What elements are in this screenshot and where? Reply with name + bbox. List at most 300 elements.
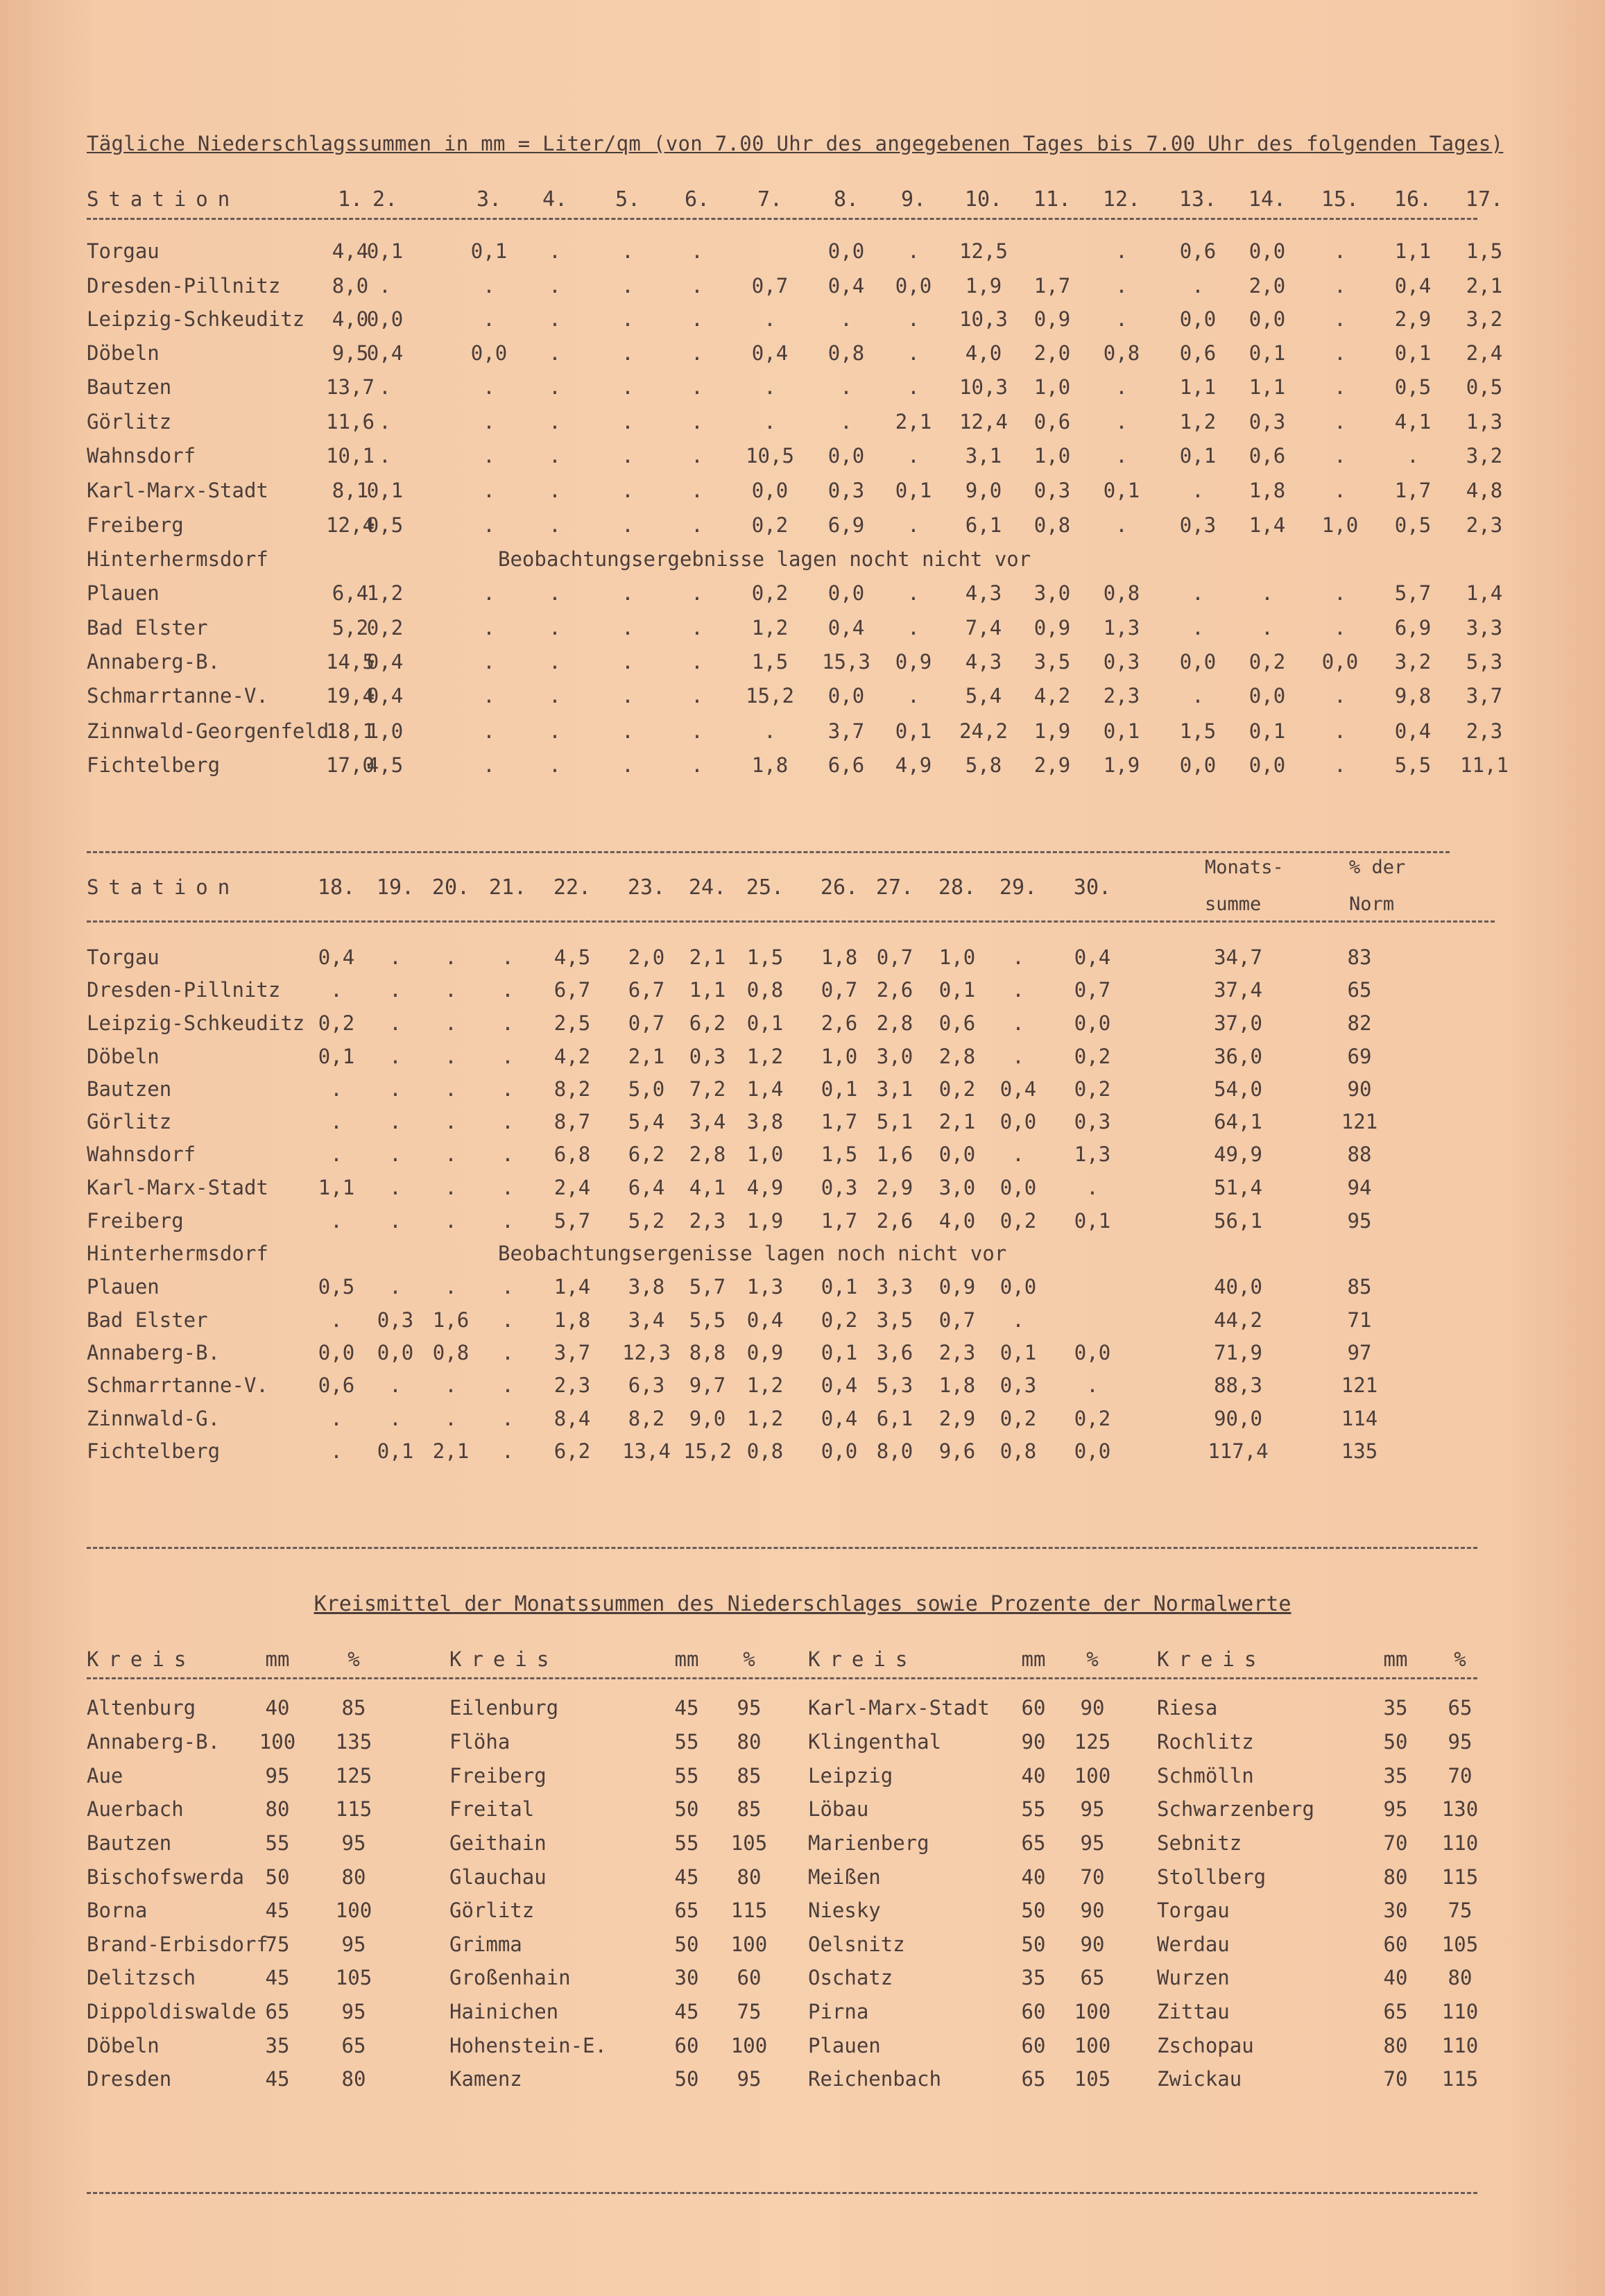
kreis-mm: 80: [1383, 2034, 1408, 2057]
cell-value: 0,1: [821, 1275, 858, 1299]
cell-value: .: [621, 479, 634, 502]
cell-value: 6,1: [876, 1407, 913, 1430]
cell-value: .: [501, 945, 514, 969]
cell-value: .: [621, 616, 634, 640]
cell-value: 0,4: [1074, 945, 1111, 969]
kreis-mm: 100: [259, 1730, 296, 1754]
cell-value: 1,2: [746, 1407, 784, 1430]
cell-value: 0,4: [827, 616, 865, 640]
table1-header-row: [0, 187, 1605, 215]
cell-value: .: [691, 513, 703, 537]
kreis-mm: 65: [674, 1899, 699, 1922]
table-row: [0, 1077, 1605, 1105]
cell-value: 1,2: [366, 581, 404, 605]
cell-value: .: [445, 1407, 457, 1430]
kreis-name: Auerbach: [87, 1797, 184, 1821]
kreis-mm: 50: [1021, 1933, 1046, 1956]
cell-value: 1,5: [821, 1142, 858, 1166]
cell-value: 3,5: [876, 1308, 913, 1332]
kreis-mm: 95: [265, 1764, 290, 1788]
cell-value: 0,1: [366, 479, 404, 502]
cell-value: 5,4: [628, 1110, 665, 1133]
norm-percent: 90: [1347, 1077, 1372, 1101]
cell-value: 1,8: [1248, 479, 1286, 502]
cell-value: 0,8: [999, 1439, 1037, 1463]
kreis-percent: 60: [737, 1966, 762, 1989]
cell-value: .: [389, 945, 402, 969]
cell-value: .: [1192, 684, 1204, 708]
cell-value: 3,2: [1466, 444, 1503, 468]
kreis-name: Aue: [87, 1764, 123, 1788]
cell-value: .: [389, 1077, 402, 1101]
cell-value: 1,8: [938, 1373, 976, 1397]
station-name: Plauen: [87, 581, 160, 605]
kreis-name: Zwickau: [1157, 2067, 1242, 2091]
kreis-name: Klingenthal: [808, 1730, 942, 1754]
cell-value: 0,2: [1074, 1407, 1111, 1430]
norm-percent-header-1: % der: [1349, 857, 1406, 878]
day-header: 30.: [1073, 875, 1112, 900]
monthly-sum: 34,7: [1214, 945, 1262, 969]
cell-value: 8,0: [332, 274, 369, 298]
cell-value: 0,0: [1248, 307, 1286, 331]
cell-value: 6,7: [553, 978, 591, 1002]
kreis-percent: 85: [341, 1696, 366, 1720]
cell-value: .: [764, 375, 776, 399]
station-name: Hinterhermsdorf: [87, 1242, 268, 1265]
table-row: [0, 307, 1605, 335]
cell-value: 0,0: [366, 307, 404, 331]
station-name: Freiberg: [87, 1209, 184, 1233]
table-row: [0, 1308, 1605, 1336]
cell-value: 6,6: [827, 753, 865, 777]
cell-value: 2,3: [689, 1209, 726, 1233]
norm-percent: 121: [1341, 1110, 1378, 1133]
cell-value: 0,0: [1248, 684, 1286, 708]
cell-value: 12,3: [622, 1341, 671, 1364]
cell-value: 0,6: [1179, 341, 1217, 365]
kreis-percent: 80: [737, 1730, 762, 1754]
cell-value: 1,1: [1248, 375, 1286, 399]
norm-percent: 85: [1347, 1275, 1372, 1299]
cell-value: .: [691, 444, 703, 468]
cell-value: 0,1: [1248, 341, 1286, 365]
cell-value: .: [764, 307, 776, 331]
cell-value: 0,2: [1074, 1045, 1111, 1068]
cell-value: 1,4: [746, 1077, 784, 1101]
cell-value: 0,4: [751, 341, 789, 365]
cell-value: 1,0: [821, 1045, 858, 1068]
cell-value: 0,1: [1074, 1209, 1111, 1233]
cell-value: .: [501, 1077, 514, 1101]
kreis-percent: 115: [1441, 1865, 1479, 1889]
day-header: 3.: [476, 187, 502, 212]
cell-value: .: [1012, 1308, 1024, 1332]
cell-value: .: [1261, 581, 1273, 605]
cell-value: .: [501, 1373, 514, 1397]
kreis-mm: 50: [674, 1933, 699, 1956]
cell-value: 0,6: [1179, 239, 1217, 263]
cell-value: .: [621, 239, 634, 263]
cell-value: 2,1: [938, 1110, 976, 1133]
cell-value: .: [330, 1439, 343, 1463]
kreis-percent: 95: [341, 1933, 366, 1956]
cell-value: 4,3: [965, 650, 1002, 674]
cell-value: 2,1: [895, 410, 932, 434]
cell-value: .: [501, 1045, 514, 1068]
cell-value: 1,9: [746, 1209, 784, 1233]
cell-value: .: [1334, 375, 1346, 399]
cell-value: 3,1: [876, 1077, 913, 1101]
cell-value: 1,5: [1466, 239, 1503, 263]
kreis-mm: 50: [674, 1797, 699, 1821]
cell-value: .: [621, 753, 634, 777]
day-header: 27.: [875, 875, 914, 900]
kreis-mm: 70: [1383, 1831, 1408, 1855]
norm-percent: 88: [1347, 1142, 1372, 1166]
norm-percent: 82: [1347, 1011, 1372, 1035]
cell-value: .: [445, 1142, 457, 1166]
kreis-mm: 50: [674, 2067, 699, 2091]
cell-value: 2,3: [1466, 513, 1503, 537]
divider: [87, 2192, 1477, 2194]
station-name: Plauen: [87, 1275, 160, 1299]
cell-value: 3,4: [689, 1110, 726, 1133]
cell-value: 5,5: [1394, 753, 1432, 777]
cell-value: 4,1: [689, 1176, 726, 1199]
cell-value: 5,2: [628, 1209, 665, 1233]
kreis-percent: 70: [1080, 1865, 1105, 1889]
kreis-percent: 100: [730, 1933, 768, 1956]
kreis-name: Leipzig: [808, 1764, 893, 1788]
cell-value: 1,2: [746, 1373, 784, 1397]
cell-value: .: [1012, 945, 1024, 969]
kreis-name: Niesky: [808, 1899, 881, 1922]
kreis-percent: 65: [341, 2034, 366, 2057]
cell-value: .: [621, 375, 634, 399]
cell-value: .: [764, 719, 776, 743]
kreis-name: Plauen: [808, 2034, 881, 2057]
cell-value: 0,0: [318, 1341, 355, 1364]
kreis-percent: 70: [1448, 1764, 1473, 1788]
monthly-sum: 90,0: [1214, 1407, 1262, 1430]
cell-value: .: [1012, 1011, 1024, 1035]
day-header: 7.: [757, 187, 783, 212]
table-row: [0, 1242, 1605, 1269]
cell-value: .: [1115, 307, 1128, 331]
cell-value: 0,4: [318, 945, 355, 969]
cell-value: .: [483, 616, 495, 640]
kreis-mm: 55: [674, 1831, 699, 1855]
cell-value: 4,0: [965, 341, 1002, 365]
cell-value: 11,6: [326, 410, 375, 434]
cell-value: 0,7: [938, 1308, 976, 1332]
cell-value: 0,9: [895, 650, 932, 674]
cell-value: .: [691, 341, 703, 365]
cell-value: .: [621, 307, 634, 331]
cell-value: 6,4: [332, 581, 369, 605]
kreis-name: Zschopau: [1157, 2034, 1254, 2057]
cell-value: 10,1: [326, 444, 375, 468]
note-text: Beobachtungsergebnisse lagen nocht nicht vor: [498, 547, 1031, 571]
note-text: Beobachtungsergenisse lagen noch nicht vor: [498, 1242, 1007, 1265]
cell-value: 3,6: [876, 1341, 913, 1364]
cell-value: 0,7: [628, 1011, 665, 1035]
cell-value: 1,8: [751, 753, 789, 777]
cell-value: .: [379, 274, 391, 298]
cell-value: 2,9: [1033, 753, 1071, 777]
table-row: [0, 513, 1605, 541]
kreis-percent: 95: [341, 2000, 366, 2023]
station-name: Bad Elster: [87, 616, 208, 640]
cell-value: 1,7: [1033, 274, 1071, 298]
cell-value: .: [1261, 616, 1273, 640]
station-name: Görlitz: [87, 1110, 172, 1133]
table-row: [0, 341, 1605, 369]
cell-value: 5,4: [965, 684, 1002, 708]
cell-value: 0,4: [999, 1077, 1037, 1101]
kreis-name: Dippoldiswalde: [87, 2000, 257, 2023]
percent-header: %: [1454, 1647, 1466, 1671]
cell-value: 1,4: [1248, 513, 1286, 537]
kreis-name: Annaberg-B.: [87, 1730, 221, 1754]
cell-value: 1,2: [746, 1045, 784, 1068]
kreis-name: Freital: [449, 1797, 535, 1821]
table-row: [0, 616, 1605, 644]
kreis-name: Riesa: [1157, 1696, 1218, 1720]
day-header: 1.: [337, 187, 363, 212]
cell-value: 1,0: [1321, 513, 1359, 537]
cell-value: 3,7: [827, 719, 865, 743]
cell-value: .: [483, 650, 495, 674]
cell-value: 4,4: [332, 239, 369, 263]
station-name: Hinterhermsdorf: [87, 547, 268, 571]
cell-value: 0,0: [827, 684, 865, 708]
kreis-name: Altenburg: [87, 1696, 196, 1720]
cell-value: .: [501, 1209, 514, 1233]
cell-value: .: [621, 650, 634, 674]
cell-value: .: [1334, 307, 1346, 331]
cell-value: .: [1334, 341, 1346, 365]
cell-value: 0,2: [366, 616, 404, 640]
cell-value: 0,3: [1179, 513, 1217, 537]
cell-value: 0,4: [827, 274, 865, 298]
cell-value: .: [483, 375, 495, 399]
cell-value: 0,1: [1103, 479, 1140, 502]
cell-value: 1,3: [746, 1275, 784, 1299]
cell-value: 0,4: [1394, 274, 1432, 298]
kreis-name: Karl-Marx-Stadt: [808, 1696, 990, 1720]
cell-value: 7,2: [689, 1077, 726, 1101]
monthly-sum: 44,2: [1214, 1308, 1262, 1332]
cell-value: 0,3: [377, 1308, 414, 1332]
cell-value: .: [1192, 274, 1204, 298]
cell-value: 2,8: [876, 1011, 913, 1035]
table-row: [0, 1373, 1605, 1401]
kreis-mm: 55: [1021, 1797, 1046, 1821]
cell-value: 1,8: [553, 1308, 591, 1332]
cell-value: .: [389, 978, 402, 1002]
cell-value: .: [1115, 444, 1128, 468]
cell-value: 0,6: [318, 1373, 355, 1397]
cell-value: 0,0: [1248, 753, 1286, 777]
table-row: [0, 444, 1605, 472]
cell-value: 2,3: [553, 1373, 591, 1397]
cell-value: 0,0: [1179, 307, 1217, 331]
cell-value: 5,2: [332, 616, 369, 640]
cell-value: 0,6: [1248, 444, 1286, 468]
cell-value: 0,8: [746, 1439, 784, 1463]
monthly-sum: 64,1: [1214, 1110, 1262, 1133]
cell-value: .: [907, 444, 920, 468]
cell-value: .: [389, 1275, 402, 1299]
cell-value: 3,3: [1466, 616, 1503, 640]
cell-value: 0,3: [821, 1176, 858, 1199]
cell-value: .: [691, 239, 703, 263]
cell-value: 6,9: [827, 513, 865, 537]
cell-value: 4,9: [746, 1176, 784, 1199]
table-row: [0, 1439, 1605, 1467]
cell-value: 8,2: [553, 1077, 591, 1101]
table-row: [0, 753, 1605, 781]
table-row: [0, 274, 1605, 302]
cell-value: 1,9: [965, 274, 1002, 298]
cell-value: 0,8: [1103, 581, 1140, 605]
cell-value: .: [483, 274, 495, 298]
cell-value: 0,1: [821, 1077, 858, 1101]
cell-value: .: [907, 513, 920, 537]
cell-value: 10,3: [959, 375, 1008, 399]
cell-value: 4,2: [553, 1045, 591, 1068]
cell-value: 0,1: [1179, 444, 1217, 468]
cell-value: 6,2: [689, 1011, 726, 1035]
cell-value: 5,0: [628, 1077, 665, 1101]
cell-value: 0,4: [821, 1407, 858, 1430]
station-name: Görlitz: [87, 410, 172, 434]
cell-value: 1,4: [1466, 581, 1503, 605]
monthly-sum: 71,9: [1214, 1341, 1262, 1364]
cell-value: .: [501, 1308, 514, 1332]
kreis-mm: 70: [1383, 2067, 1408, 2091]
kreis-mm: 45: [265, 1899, 290, 1922]
cell-value: 0,3: [1248, 410, 1286, 434]
kreis-percent: 80: [341, 1865, 366, 1889]
percent-header: %: [1086, 1647, 1099, 1671]
kreis-mm: 45: [674, 2000, 699, 2023]
cell-value: 6,1: [965, 513, 1002, 537]
cell-value: .: [1012, 1045, 1024, 1068]
cell-value: .: [549, 513, 561, 537]
kreis-name: Görlitz: [449, 1899, 535, 1922]
cell-value: 0,9: [1033, 616, 1071, 640]
kreis-percent: 125: [335, 1764, 372, 1788]
cell-value: 0,4: [366, 650, 404, 674]
table-row: [0, 1110, 1605, 1138]
cell-value: 5,5: [689, 1308, 726, 1332]
cell-value: .: [330, 1308, 343, 1332]
cell-value: 11,1: [1460, 753, 1509, 777]
cell-value: 1,1: [1179, 375, 1217, 399]
cell-value: 5,8: [965, 753, 1002, 777]
cell-value: .: [501, 1011, 514, 1035]
kreis-name: Werdau: [1157, 1933, 1230, 1956]
cell-value: 1,0: [1033, 375, 1071, 399]
cell-value: 0,2: [1248, 650, 1286, 674]
station-name: Zinnwald-G.: [87, 1407, 221, 1430]
cell-value: 0,7: [1074, 978, 1111, 1002]
day-header: 25.: [746, 875, 784, 900]
day-header: 23.: [627, 875, 666, 900]
cell-value: 1,8: [821, 945, 858, 969]
kreis-name: Schmölln: [1157, 1764, 1254, 1788]
cell-value: 0,0: [827, 239, 865, 263]
norm-percent-header-2: Norm: [1349, 893, 1395, 915]
cell-value: 2,3: [938, 1341, 976, 1364]
cell-value: .: [501, 1110, 514, 1133]
cell-value: 12,5: [959, 239, 1008, 263]
kreis-name: Grimma: [449, 1933, 522, 1956]
divider: [87, 851, 1450, 853]
day-header: 18.: [317, 875, 356, 900]
day-header: 15.: [1321, 187, 1359, 212]
kreis-name: Stollberg: [1157, 1865, 1267, 1889]
cell-value: 1,7: [821, 1209, 858, 1233]
kreis-mm: 60: [1021, 1696, 1046, 1720]
station-header: Station: [87, 187, 240, 211]
kreis-mm: 35: [265, 2034, 290, 2057]
cell-value: 2,4: [1466, 341, 1503, 365]
cell-value: 0,8: [1103, 341, 1140, 365]
cell-value: .: [1334, 581, 1346, 605]
cell-value: 0,8: [1033, 513, 1071, 537]
norm-percent: 69: [1347, 1045, 1372, 1068]
cell-value: 8,4: [553, 1407, 591, 1430]
monthly-sum: 56,1: [1214, 1209, 1262, 1233]
kreis-name: Sebnitz: [1157, 1831, 1242, 1855]
cell-value: 1,5: [1179, 719, 1217, 743]
monthly-sum: 37,0: [1214, 1011, 1262, 1035]
station-name: Zinnwald-Georgenfeld: [87, 719, 329, 743]
day-header: 19.: [376, 875, 415, 900]
cell-value: 5,3: [1466, 650, 1503, 674]
kreis-percent: 65: [1080, 1966, 1105, 1989]
cell-value: 1,2: [1179, 410, 1217, 434]
cell-value: .: [501, 1176, 514, 1199]
cell-value: 0,5: [1394, 513, 1432, 537]
cell-value: 6,9: [1394, 616, 1432, 640]
kreis-name: Torgau: [1157, 1899, 1230, 1922]
cell-value: 12,4: [959, 410, 1008, 434]
cell-value: .: [907, 684, 920, 708]
station-name: Schmarrtanne-V.: [87, 684, 268, 708]
cell-value: 0,1: [895, 719, 932, 743]
cell-value: .: [330, 1209, 343, 1233]
cell-value: 0,2: [999, 1209, 1037, 1233]
day-header: 11.: [1033, 187, 1072, 212]
kreis-mm: 55: [674, 1764, 699, 1788]
cell-value: 0,9: [938, 1275, 976, 1299]
cell-value: 1,0: [366, 719, 404, 743]
cell-value: 0,2: [938, 1077, 976, 1101]
kreis-percent: 105: [335, 1966, 372, 1989]
cell-value: 13,4: [622, 1439, 671, 1463]
cell-value: 5,7: [689, 1275, 726, 1299]
kreis-mm: 45: [674, 1865, 699, 1889]
cell-value: .: [483, 513, 495, 537]
kreis-percent: 80: [341, 2067, 366, 2091]
cell-value: 18,1: [326, 719, 375, 743]
cell-value: .: [549, 274, 561, 298]
